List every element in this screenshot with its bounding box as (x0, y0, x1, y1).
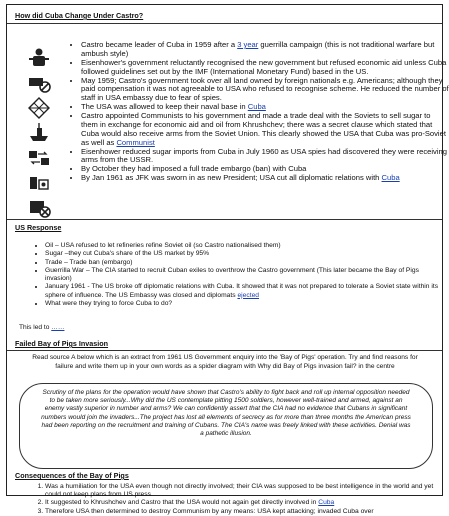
list-item: • January 1961 - The US broke off diplomatic relations with Cuba. It showed that it was not prepared to tolerate a Soviet state within its sphere of influence. The US Embassy was closed and diplomats ejected (45, 283, 445, 300)
divider (7, 219, 442, 220)
list-item: 2. It suggested to Khrushchev and Castro that the USA would not again get directly involved in Cuba (45, 499, 445, 507)
link[interactable]: …… (51, 324, 65, 331)
list-item: 3. Therefore USA then determined to destroy Communism by any means: USA kept attacking; invaded Cuba over (45, 508, 445, 516)
list-item: • May 1959; Castro's government took over all land owned by foreign nationals e.g. Americans; although they paid compensation it was not agreeable to USA who refused to recognise scheme. He reduced the number of staff in USA embassy due to fear of spies. (81, 77, 449, 103)
list-item: • Trade – Trade ban (embargo) (45, 259, 445, 267)
heading-castro-change: How did Cuba Change Under Castro? (15, 11, 144, 20)
heading-us-response: US Response (15, 223, 62, 232)
link[interactable]: Cuba (318, 499, 335, 507)
bay-instructions: Read source A below which is an extract from 1961 US Government enquiry into the 'Bay of Pigs' operation. Try and find reasons for failure and write them up in your own words as a spider diagram with Why did Bay of Pigs invasion fail? in the centre (32, 354, 418, 370)
list-item: • Oil – USA refused to let refineries refine Soviet oil (so Castro nationalised them) (45, 242, 445, 250)
us-response-list (31, 242, 445, 308)
naval-base-icon (27, 122, 51, 144)
link[interactable]: Communist (116, 137, 155, 147)
list-item: • By Jan 1961 as JFK was sworn in as new President; USA cut all diplomatic relations with Cuba (81, 174, 449, 183)
link[interactable]: Cuba (247, 102, 266, 112)
icon-column (19, 47, 63, 222)
soldier-icon (27, 47, 51, 69)
worksheet-page (6, 4, 449, 515)
embargo-icon (27, 197, 51, 219)
source-a-quote: Scrutiny of the plans for the operation would have shown that Castro's ability to fight back and roll up internal opposition needed to be taken more seriously...Why did the US contemplate pitting 1500 soldiers, however well-trained and armed, against an enemy vastly superior in number and arms? We can confidently assert that the CIA had no evidence that Cubans in significant numbers would join the invaders...The project has lost all elements of secrecy as for more than three months the American press had been reporting on the recruitment and training of Cubans. The CIA's name was freely linked with these activities. Denial was a pathetic illusion. (19, 383, 433, 469)
divider (7, 350, 442, 351)
heading-consequences: Consequences of the Bay of Pigs (15, 471, 129, 480)
sugar-cargo-icon (27, 172, 51, 194)
led-to-line: This led to …… (19, 324, 65, 331)
list-item: • The USA was allowed to keep their naval base in Cuba (81, 103, 449, 112)
land-map-icon (27, 97, 51, 119)
list-item: • Eisenhower's government reluctantly recognised the new government but refused economic aid unless Cuba followed guidelines set out by the IMF (International Monetary Fund) based in the US. (81, 59, 449, 77)
link[interactable]: 3 year (237, 40, 259, 49)
list-item: • Castro became leader of Cuba in 1959 after a 3 year guerrilla campaign (this is not traditional warfare but ambush style) (81, 41, 449, 59)
trade-deal-icon (27, 147, 51, 169)
list-item: • Guerrilla War – The CIA started to recruit Cuban exiles to overthrow the Castro government (This later became the Bay of Pigs invasion) (45, 267, 445, 284)
ban-money-icon (27, 72, 51, 94)
castro-change-list (67, 41, 449, 183)
list-item: • What were they trying to force Cuba to do? (45, 300, 445, 308)
link[interactable]: Cuba (381, 173, 400, 183)
list-item: • Eisenhower reduced sugar imports from Cuba in July 1960 as USA spies had discovered they were receiving arms from the USSR. (81, 148, 449, 166)
divider (7, 23, 442, 24)
list-item: • Castro appointed Communists to his government and made a trade deal with the Soviets to sell sugar to them in exchange for economic aid and oil from Khrushchev; there was a secret clause which stated that Cuba would also receive arms from the Soviet Union. This clearly showed the USA that Cuba was pro-Soviet as well as Communist (81, 112, 449, 147)
list-item: 1. Was a humiliation for the USA even though not directly involved; their CIA was supposed to be best intelligence in the world and yet could not keep plans from US press. (45, 483, 445, 499)
consequences-list (33, 483, 445, 516)
heading-bay-of-pigs: Failed Bay of Pigs Invasion (15, 339, 109, 348)
list-item: • By October they had imposed a full trade embargo (ban) with Cuba (81, 165, 449, 174)
list-item: • Sugar –they cut Cuba's share of the US market by 95% (45, 250, 445, 258)
link[interactable]: ejected (237, 291, 260, 299)
